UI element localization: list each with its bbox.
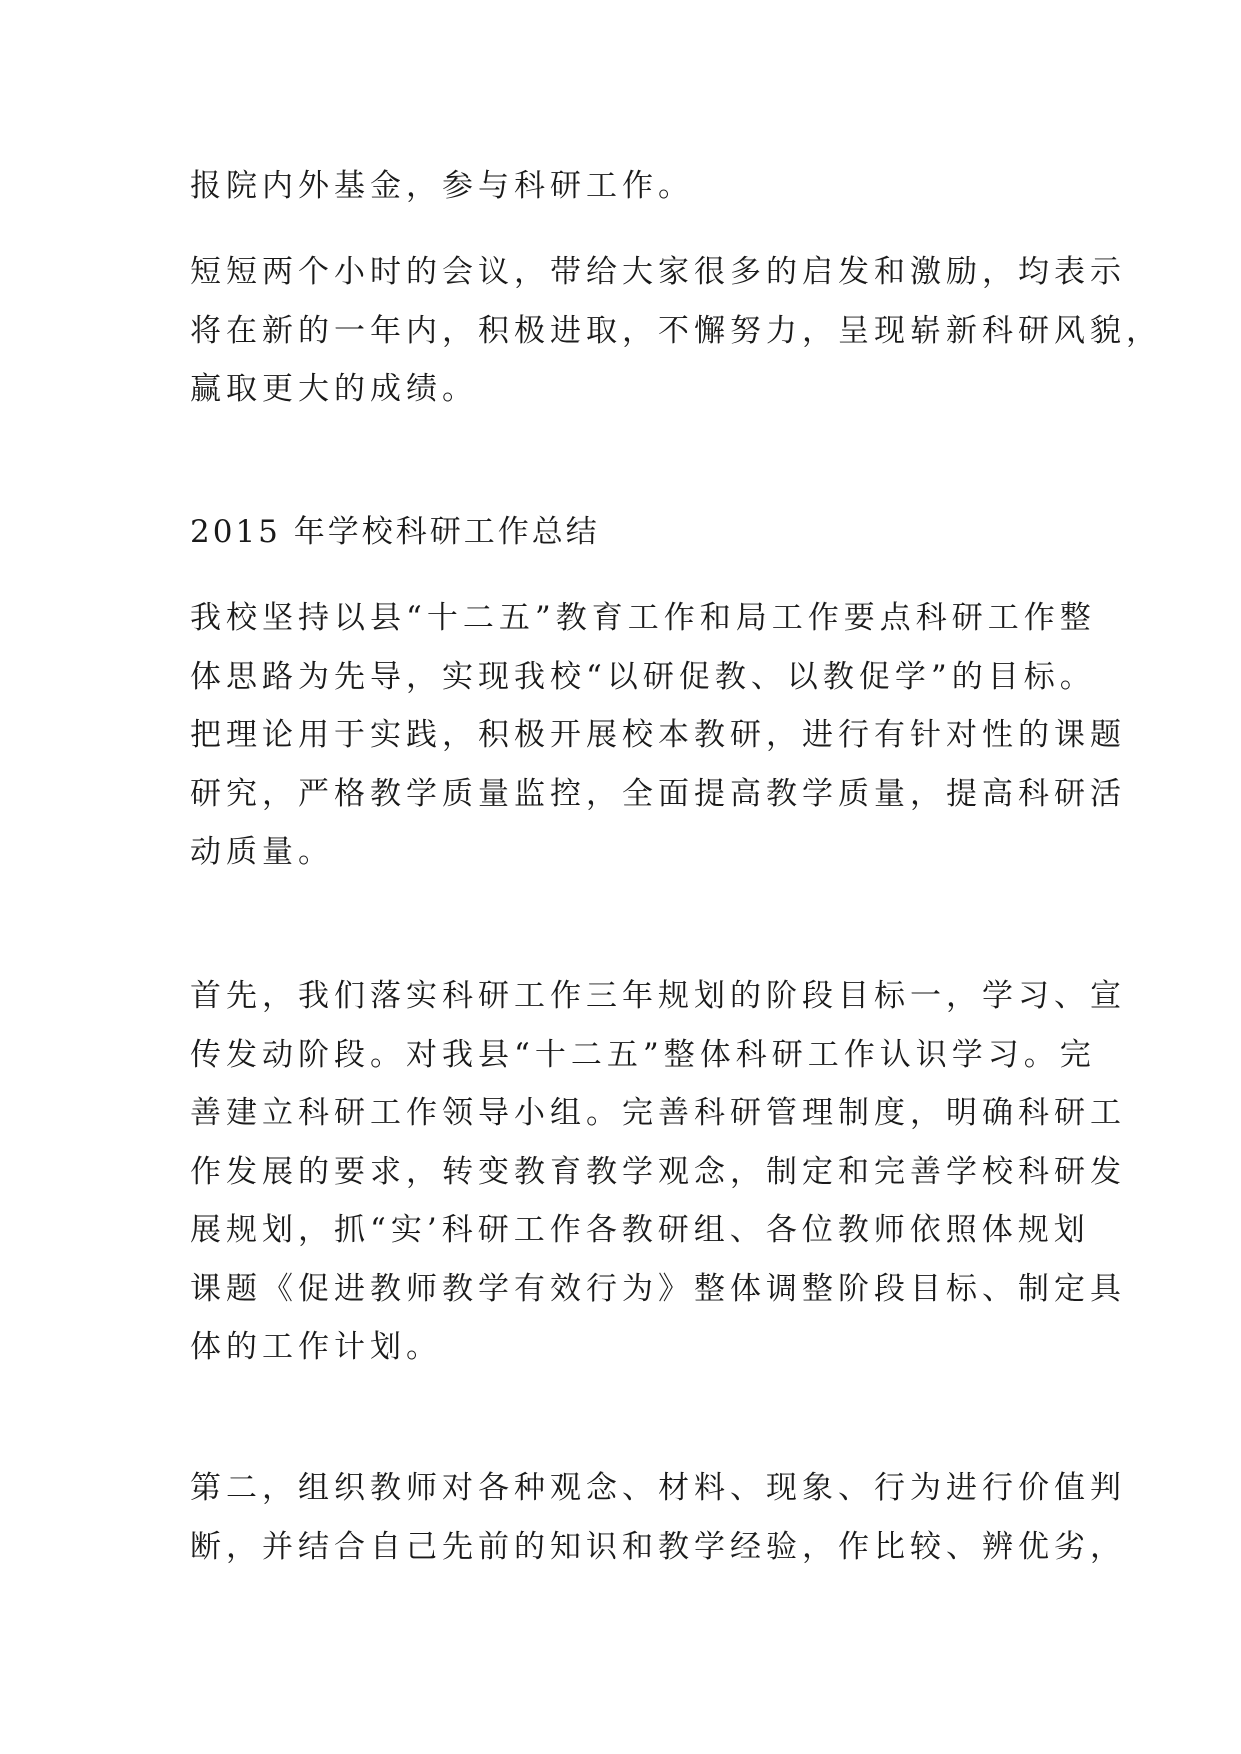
text-line: 动质量。: [190, 834, 334, 870]
text-line: 断，并结合自己先前的知识和教学经验，作比较、辨优劣，: [190, 1528, 1126, 1565]
text-line: 课题《促进教师教学有效行为》整体调整阶段目标、制定具: [190, 1270, 1126, 1307]
paragraph-school-approach: [190, 589, 1126, 882]
text-line: 报院内外基金，参与科研工作。: [190, 168, 694, 204]
text-line: 将在新的一年内，积极进取，不懈努力，呈现崭新科研风貌，: [190, 312, 1162, 349]
text-line: 展规划，抓“实’科研工作各教研组、各位教师依照体规划: [190, 1212, 1090, 1248]
section-heading: [190, 503, 1070, 562]
text-line: 传发动阶段。对我县“十二五”整体科研工作认识学习。完: [190, 1036, 1096, 1073]
text-line: 赢取更大的成绩。: [190, 371, 478, 407]
text-line: 研究，严格教学质量监控，全面提高教学质量，提高科研活: [190, 775, 1126, 812]
heading-text: 2015 年学校科研工作总结: [190, 514, 600, 550]
text-line: 体的工作计划。: [190, 1329, 442, 1365]
text-line: 我校坚持以县“十二五”教育工作和局工作要点科研工作整: [190, 600, 1096, 636]
text-line: 首先，我们落实科研工作三年规划的阶段目标一，学习、宣: [190, 978, 1126, 1014]
paragraph-first-point: [190, 967, 1126, 1377]
paragraph-meeting-summary: [190, 243, 1162, 419]
text-line: 第二，组织教师对各种观念、材料、现象、行为进行价值判: [190, 1470, 1126, 1506]
text-line: 善建立科研工作领导小组。完善科研管理制度，明确科研工: [190, 1095, 1126, 1131]
text-line: 短短两个小时的会议，带给大家很多的启发和激励，均表示: [190, 254, 1126, 290]
paragraph-second-point: [190, 1459, 1126, 1576]
text-line: 作发展的要求，转变教育教学观念，制定和完善学校科研发: [190, 1153, 1126, 1190]
paragraph-fund-application: [190, 157, 1070, 216]
text-line: 把理论用于实践，积极开展校本教研，进行有针对性的课题: [190, 717, 1126, 753]
text-line: 体思路为先导，实现我校“以研促教、以教促学”的目标。: [190, 658, 1096, 695]
